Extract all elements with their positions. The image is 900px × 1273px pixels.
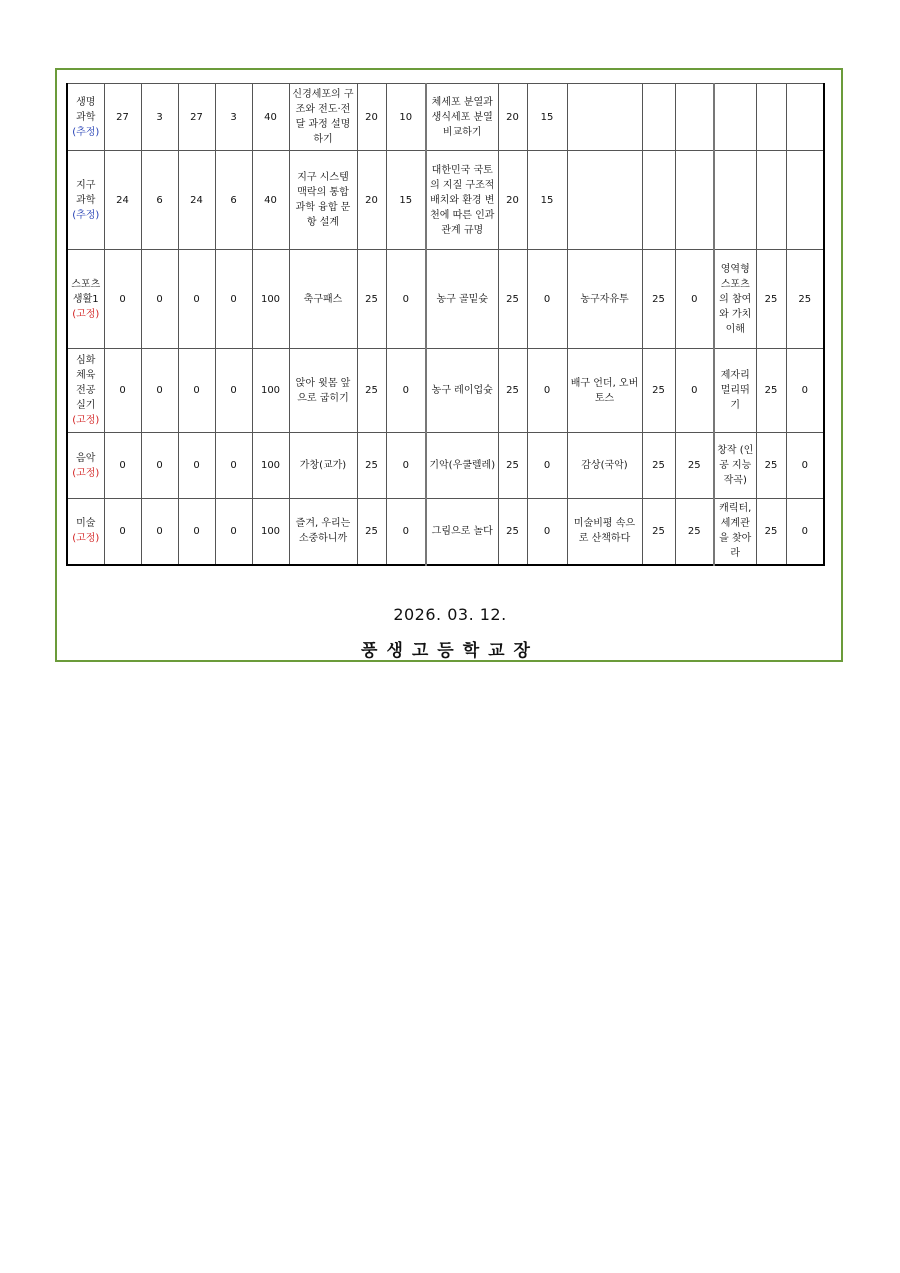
score-cell: 15 xyxy=(527,84,567,151)
activity-cell: 창작 (인공 지능 작곡) xyxy=(714,433,756,499)
score-cell: 0 xyxy=(178,433,215,499)
score-cell: 3 xyxy=(141,84,178,151)
score-cell: 25 xyxy=(498,433,527,499)
score-cell: 0 xyxy=(215,349,252,433)
score-cell: 25 xyxy=(642,499,675,565)
score-cell: 24 xyxy=(104,151,141,250)
score-cell: 6 xyxy=(141,151,178,250)
table-row xyxy=(67,151,824,250)
score-cell: 0 xyxy=(215,433,252,499)
activity-cell: 지구 시스템 맥락의 통합 과학 융합 문항 설계 xyxy=(289,151,357,250)
assessment-table xyxy=(66,83,825,566)
subject-name: 생명 과학 xyxy=(76,96,96,123)
activity-cell: 농구 레이업슛 xyxy=(426,349,498,433)
score-cell: 40 xyxy=(252,84,289,151)
activity-cell: 감상(국악) xyxy=(567,433,642,499)
score-cell: 25 xyxy=(675,433,714,499)
activity-cell xyxy=(714,151,756,250)
table-body xyxy=(67,84,824,565)
activity-cell: 미술비평 속으로 산책하다 xyxy=(567,499,642,565)
subject-name: 음악 xyxy=(76,452,96,464)
score-cell: 25 xyxy=(642,433,675,499)
subject-name: 미술 xyxy=(76,518,96,530)
score-cell: 0 xyxy=(386,250,426,349)
table-row xyxy=(67,349,824,433)
activity-cell: 앉아 윗몸 앞으로 굽히기 xyxy=(289,349,357,433)
subject-name: 스포츠생활1 xyxy=(71,278,101,305)
activity-cell: 배구 언더, 오버토스 xyxy=(567,349,642,433)
score-cell xyxy=(675,84,714,151)
score-cell: 25 xyxy=(498,349,527,433)
activity-cell: 신경세포의 구조와 전도·전달 과정 설명하기 xyxy=(289,84,357,151)
score-cell: 100 xyxy=(252,433,289,499)
school-principal: 풍생고등학교장 xyxy=(361,641,539,661)
score-cell: 0 xyxy=(178,499,215,565)
score-cell: 0 xyxy=(104,433,141,499)
score-cell: 0 xyxy=(215,499,252,565)
subject-tag: (고정) xyxy=(72,467,100,479)
subject-tag: (추정) xyxy=(72,126,100,138)
score-cell: 0 xyxy=(786,433,824,499)
subject-cell xyxy=(67,499,104,565)
score-cell: 0 xyxy=(104,250,141,349)
score-cell: 25 xyxy=(756,349,786,433)
activity-cell: 캐릭터, 세계관을 찾아라 xyxy=(714,499,756,565)
subject-name: 심화 체육 전공 실기 xyxy=(76,355,96,411)
score-cell: 0 xyxy=(527,499,567,565)
activity-cell xyxy=(567,151,642,250)
score-cell: 0 xyxy=(104,499,141,565)
score-cell: 10 xyxy=(386,84,426,151)
subject-name: 지구 과학 xyxy=(76,179,96,206)
score-cell: 0 xyxy=(675,349,714,433)
subject-tag: (추정) xyxy=(72,209,100,221)
score-cell: 0 xyxy=(141,250,178,349)
activity-cell: 축구패스 xyxy=(289,250,357,349)
score-cell: 25 xyxy=(357,499,386,565)
score-cell: 0 xyxy=(215,250,252,349)
score-cell: 6 xyxy=(215,151,252,250)
score-cell: 40 xyxy=(252,151,289,250)
score-cell xyxy=(642,84,675,151)
score-cell: 0 xyxy=(675,250,714,349)
table-row xyxy=(67,250,824,349)
score-cell: 0 xyxy=(527,433,567,499)
table-row xyxy=(67,84,824,151)
score-cell: 20 xyxy=(498,151,527,250)
score-cell: 25 xyxy=(756,250,786,349)
score-cell xyxy=(756,151,786,250)
score-cell: 100 xyxy=(252,250,289,349)
score-cell: 15 xyxy=(527,151,567,250)
score-cell: 100 xyxy=(252,499,289,565)
score-cell: 25 xyxy=(498,499,527,565)
score-cell: 27 xyxy=(104,84,141,151)
score-cell: 0 xyxy=(786,349,824,433)
activity-cell: 농구자유투 xyxy=(567,250,642,349)
score-cell: 25 xyxy=(642,250,675,349)
score-cell: 25 xyxy=(756,433,786,499)
activity-cell xyxy=(567,84,642,151)
score-cell xyxy=(756,84,786,151)
activity-cell: 농구 골밑슛 xyxy=(426,250,498,349)
subject-tag: (고정) xyxy=(72,533,100,545)
score-cell: 3 xyxy=(215,84,252,151)
activity-cell: 그림으로 놀다 xyxy=(426,499,498,565)
score-cell: 27 xyxy=(178,84,215,151)
subject-tag: (고정) xyxy=(72,415,100,426)
document-date: 2026. 03. 12. xyxy=(393,605,507,624)
score-cell: 0 xyxy=(141,349,178,433)
subject-cell xyxy=(67,84,104,151)
activity-cell xyxy=(714,84,756,151)
score-cell: 15 xyxy=(386,151,426,250)
score-cell xyxy=(786,151,824,250)
subject-cell xyxy=(67,349,104,433)
score-cell: 24 xyxy=(178,151,215,250)
activity-cell: 가창(교가) xyxy=(289,433,357,499)
score-cell: 25 xyxy=(498,250,527,349)
score-cell: 0 xyxy=(386,433,426,499)
score-cell: 0 xyxy=(786,499,824,565)
activity-cell: 대한민국 국토의 지질 구조적 배치와 환경 변천에 따른 인과관계 규명 xyxy=(426,151,498,250)
score-cell: 25 xyxy=(642,349,675,433)
score-cell: 0 xyxy=(104,349,141,433)
score-cell: 0 xyxy=(178,349,215,433)
score-cell: 25 xyxy=(675,499,714,565)
score-cell: 0 xyxy=(141,499,178,565)
activity-cell: 즐겨, 우리는 소중하니까 xyxy=(289,499,357,565)
score-cell: 0 xyxy=(527,250,567,349)
subject-cell xyxy=(67,433,104,499)
score-cell: 0 xyxy=(178,250,215,349)
score-cell: 0 xyxy=(527,349,567,433)
score-cell: 0 xyxy=(386,349,426,433)
activity-cell: 기악(우쿨렐레) xyxy=(426,433,498,499)
score-cell: 0 xyxy=(141,433,178,499)
activity-cell: 영역형 스포츠의 참여와 가치이해 xyxy=(714,250,756,349)
score-cell xyxy=(786,84,824,151)
table-row xyxy=(67,499,824,565)
table-row xyxy=(67,433,824,499)
score-cell xyxy=(675,151,714,250)
score-cell: 20 xyxy=(498,84,527,151)
activity-cell: 체세포 분열과 생식세포 분열 비교하기 xyxy=(426,84,498,151)
score-cell: 0 xyxy=(386,499,426,565)
score-cell: 25 xyxy=(756,499,786,565)
score-cell: 25 xyxy=(357,250,386,349)
score-cell xyxy=(642,151,675,250)
subject-cell xyxy=(67,250,104,349)
score-cell: 20 xyxy=(357,151,386,250)
score-cell: 20 xyxy=(357,84,386,151)
score-cell: 25 xyxy=(357,349,386,433)
score-cell: 25 xyxy=(357,433,386,499)
activity-cell: 제자리 멀리뛰기 xyxy=(714,349,756,433)
score-cell: 100 xyxy=(252,349,289,433)
subject-cell xyxy=(67,151,104,250)
subject-tag: (고정) xyxy=(72,308,100,320)
score-cell: 25 xyxy=(786,250,824,349)
